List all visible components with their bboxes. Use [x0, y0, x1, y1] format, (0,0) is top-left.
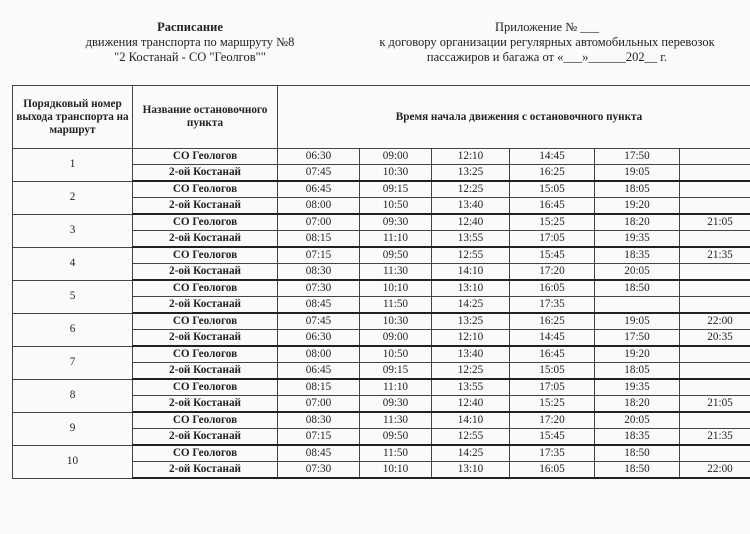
departure-time: 18:50 [595, 462, 680, 479]
departure-time: 06:30 [278, 149, 360, 165]
stop-name: СО Геологов [133, 181, 278, 198]
departure-time: 20:05 [595, 264, 680, 281]
stop-name: 2-ой Костанай [133, 462, 278, 479]
departure-time [680, 231, 750, 248]
departure-time: 15:45 [510, 429, 595, 446]
departure-time: 08:00 [278, 198, 360, 215]
departure-time [680, 363, 750, 380]
departure-time: 10:50 [360, 198, 432, 215]
stop-name: 2-ой Костанай [133, 396, 278, 413]
departure-time: 08:45 [278, 297, 360, 314]
departure-time: 17:50 [595, 330, 680, 347]
departure-number: 7 [13, 346, 133, 379]
departure-time: 17:50 [595, 149, 680, 165]
departure-time: 22:00 [680, 462, 750, 479]
departure-time: 19:20 [595, 198, 680, 215]
col-header-stop: Название остановочного пункта [133, 86, 278, 149]
col-header-number: Порядковый номер выхода транспорта на маршрут [13, 86, 133, 149]
departure-number: 5 [13, 280, 133, 313]
departure-time: 11:50 [360, 445, 432, 462]
departure-time: 15:25 [510, 396, 595, 413]
departure-time: 17:20 [510, 412, 595, 429]
departure-time: 10:30 [360, 313, 432, 330]
stop-name: СО Геологов [133, 412, 278, 429]
departure-time: 07:45 [278, 313, 360, 330]
stop-name: СО Геологов [133, 247, 278, 264]
departure-time: 14:10 [432, 412, 510, 429]
table-row [13, 346, 750, 363]
departure-time: 13:10 [432, 462, 510, 479]
departure-time: 07:00 [278, 214, 360, 231]
departure-time [680, 445, 750, 462]
departure-time: 08:30 [278, 264, 360, 281]
stop-name: 2-ой Костанай [133, 429, 278, 446]
departure-time: 10:30 [360, 165, 432, 182]
stop-name: СО Геологов [133, 379, 278, 396]
departure-time: 06:30 [278, 330, 360, 347]
departure-time [680, 181, 750, 198]
departure-time: 09:00 [360, 330, 432, 347]
departure-time: 09:15 [360, 181, 432, 198]
departure-time: 12:40 [432, 396, 510, 413]
departure-time: 12:10 [432, 149, 510, 165]
departure-time: 12:55 [432, 429, 510, 446]
departure-time: 18:35 [595, 429, 680, 446]
departure-time: 10:10 [360, 280, 432, 297]
appendix-number: Приложение № ___ [494, 20, 600, 34]
departure-time: 17:20 [510, 264, 595, 281]
departure-time [680, 165, 750, 182]
departure-time [680, 346, 750, 363]
departure-time: 13:55 [432, 379, 510, 396]
departure-time: 09:00 [360, 149, 432, 165]
departure-time: 22:00 [680, 313, 750, 330]
departure-number: 2 [13, 181, 133, 214]
departure-time: 09:30 [360, 214, 432, 231]
stop-name: 2-ой Костанай [133, 165, 278, 182]
departure-time: 14:45 [510, 149, 595, 165]
departure-time: 07:45 [278, 165, 360, 182]
stop-name: СО Геологов [133, 313, 278, 330]
departure-time: 14:25 [432, 445, 510, 462]
table-row [13, 149, 750, 165]
departure-time: 20:35 [680, 330, 750, 347]
departure-time: 20:05 [595, 412, 680, 429]
departure-time: 17:35 [510, 445, 595, 462]
departure-time: 09:50 [360, 247, 432, 264]
departure-time: 12:25 [432, 181, 510, 198]
departure-number: 1 [13, 149, 133, 182]
departure-time: 12:10 [432, 330, 510, 347]
departure-time: 10:50 [360, 346, 432, 363]
departure-time: 16:45 [510, 346, 595, 363]
stop-name: 2-ой Костанай [133, 297, 278, 314]
departure-number: 9 [13, 412, 133, 445]
departure-time: 15:45 [510, 247, 595, 264]
departure-time: 08:30 [278, 412, 360, 429]
departure-time: 07:15 [278, 247, 360, 264]
departure-time: 11:10 [360, 231, 432, 248]
schedule-title-block [40, 20, 340, 65]
departure-time [680, 264, 750, 281]
departure-time: 09:50 [360, 429, 432, 446]
departure-time: 09:15 [360, 363, 432, 380]
departure-time: 08:15 [278, 379, 360, 396]
departure-time: 18:20 [595, 396, 680, 413]
departure-time: 18:50 [595, 445, 680, 462]
departure-time: 09:30 [360, 396, 432, 413]
departure-time: 19:35 [595, 231, 680, 248]
departure-time: 18:50 [595, 280, 680, 297]
table-row [13, 445, 750, 462]
departure-time: 17:05 [510, 379, 595, 396]
schedule-title: Расписание [157, 20, 223, 34]
departure-time: 15:25 [510, 214, 595, 231]
departure-time: 12:25 [432, 363, 510, 380]
table-row [13, 379, 750, 396]
departure-time: 18:20 [595, 214, 680, 231]
schedule-route-name: "2 Костанай - СО "Геолгов"" [114, 50, 266, 64]
departure-time: 06:45 [278, 363, 360, 380]
departure-time: 08:00 [278, 346, 360, 363]
departure-time: 13:10 [432, 280, 510, 297]
departure-number: 10 [13, 445, 133, 478]
departure-time [680, 280, 750, 297]
departure-number: 8 [13, 379, 133, 412]
departure-time: 16:25 [510, 165, 595, 182]
table-row [13, 247, 750, 264]
departure-time: 13:40 [432, 346, 510, 363]
departure-time: 19:05 [595, 313, 680, 330]
departure-time: 19:05 [595, 165, 680, 182]
departure-time: 07:30 [278, 280, 360, 297]
departure-time: 16:05 [510, 462, 595, 479]
departure-time: 08:45 [278, 445, 360, 462]
departure-time: 21:35 [680, 429, 750, 446]
schedule-table [12, 85, 750, 479]
stop-name: 2-ой Костанай [133, 231, 278, 248]
departure-time: 08:15 [278, 231, 360, 248]
departure-time: 12:40 [432, 214, 510, 231]
departure-number: 3 [13, 214, 133, 247]
departure-time: 14:45 [510, 330, 595, 347]
departure-time: 14:25 [432, 297, 510, 314]
departure-time [680, 412, 750, 429]
departure-time: 17:35 [510, 297, 595, 314]
departure-number: 4 [13, 247, 133, 280]
appendix-block [352, 20, 742, 65]
stop-name: СО Геологов [133, 149, 278, 165]
schedule-route-line: движения транспорта по маршруту №8 [85, 35, 295, 49]
departure-time [680, 149, 750, 165]
departure-time: 13:25 [432, 165, 510, 182]
departure-time: 11:30 [360, 264, 432, 281]
departure-time [680, 198, 750, 215]
appendix-date-line: пассажиров и багажа от «___»______202__ г. [426, 50, 668, 64]
departure-time: 13:40 [432, 198, 510, 215]
departure-time: 11:10 [360, 379, 432, 396]
appendix-contract-line: к договору организации регулярных автомобильных перевозок [379, 35, 715, 49]
departure-time: 18:35 [595, 247, 680, 264]
table-header-row [13, 86, 750, 149]
departure-time [595, 297, 680, 314]
stop-name: СО Геологов [133, 214, 278, 231]
stop-name: 2-ой Костанай [133, 330, 278, 347]
departure-time: 11:50 [360, 297, 432, 314]
departure-time: 19:35 [595, 379, 680, 396]
departure-time [680, 379, 750, 396]
stop-name: 2-ой Костанай [133, 198, 278, 215]
departure-time: 16:05 [510, 280, 595, 297]
stop-name: СО Геологов [133, 346, 278, 363]
departure-time: 07:15 [278, 429, 360, 446]
departure-time: 14:10 [432, 264, 510, 281]
departure-time: 19:20 [595, 346, 680, 363]
departure-time: 15:05 [510, 181, 595, 198]
departure-time: 10:10 [360, 462, 432, 479]
departure-time: 16:25 [510, 313, 595, 330]
departure-time: 11:30 [360, 412, 432, 429]
departure-time: 13:55 [432, 231, 510, 248]
table-row [13, 412, 750, 429]
departure-time: 07:00 [278, 396, 360, 413]
departure-time: 12:55 [432, 247, 510, 264]
col-header-time: Время начала движения с остановочного пункта [278, 86, 750, 149]
table-row [13, 181, 750, 198]
stop-name: СО Геологов [133, 280, 278, 297]
departure-time: 17:05 [510, 231, 595, 248]
departure-time: 18:05 [595, 181, 680, 198]
departure-time: 16:45 [510, 198, 595, 215]
stop-name: 2-ой Костанай [133, 363, 278, 380]
stop-name: 2-ой Костанай [133, 264, 278, 281]
departure-time: 06:45 [278, 181, 360, 198]
departure-time: 21:05 [680, 214, 750, 231]
table-row [13, 280, 750, 297]
departure-time [680, 297, 750, 314]
table-row [13, 214, 750, 231]
departure-time: 15:05 [510, 363, 595, 380]
departure-number: 6 [13, 313, 133, 346]
departure-time: 18:05 [595, 363, 680, 380]
table-row [13, 313, 750, 330]
departure-time: 13:25 [432, 313, 510, 330]
departure-time: 21:35 [680, 247, 750, 264]
stop-name: СО Геологов [133, 445, 278, 462]
departure-time: 21:05 [680, 396, 750, 413]
departure-time: 07:30 [278, 462, 360, 479]
